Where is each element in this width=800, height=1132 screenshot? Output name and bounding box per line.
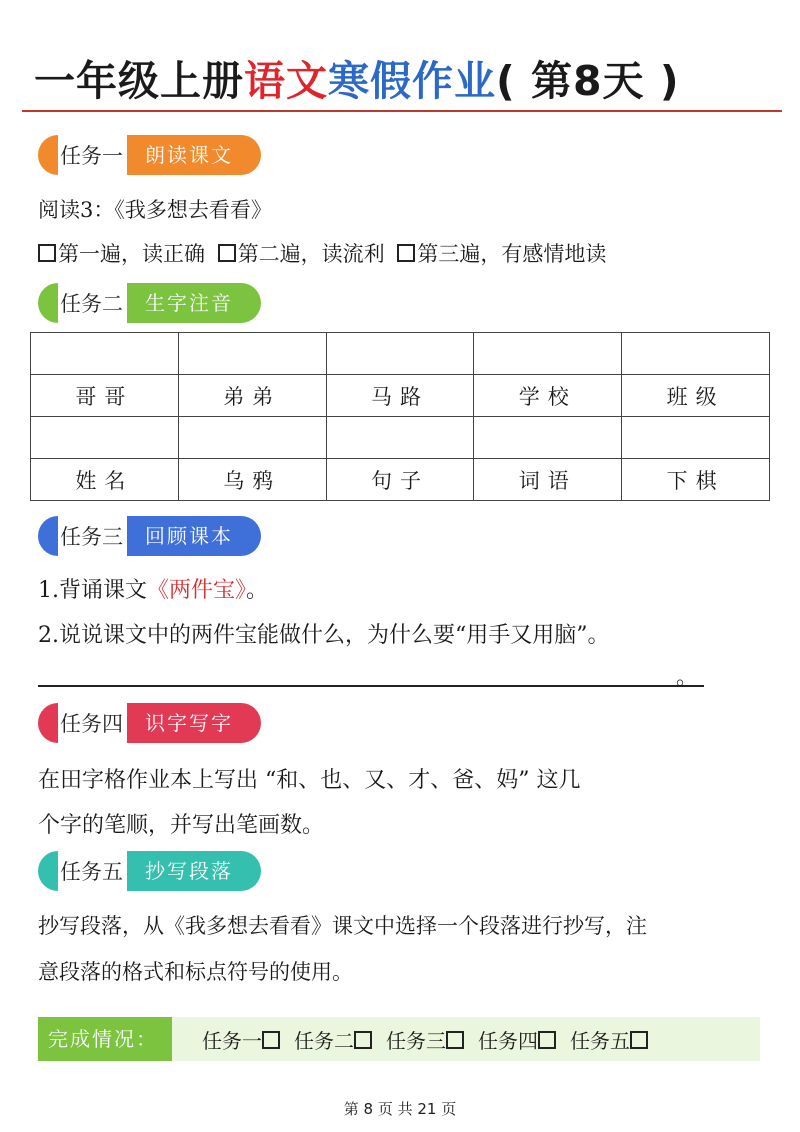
pinyin-blank[interactable] [326, 333, 474, 375]
word-cell: 句子 [326, 459, 474, 501]
completion-items [202, 1025, 662, 1054]
completion-status-bar [38, 1017, 760, 1061]
task3-item1-title: 《两件宝》 [147, 578, 247, 603]
word-cell: 弟弟 [178, 375, 326, 417]
checkbox-icon[interactable] [218, 244, 236, 262]
task1-check3: 第三遍，有感情地读 [417, 242, 607, 266]
title-subject: 语文 [244, 57, 328, 105]
pinyin-blank[interactable] [474, 333, 622, 375]
checkbox-icon[interactable] [630, 1031, 648, 1049]
pinyin-blank[interactable] [31, 417, 179, 459]
task5-line2: 意段落的格式和标点符号的使用。 [38, 960, 353, 984]
page-number: 第 8 页 共 21 页 [343, 1100, 457, 1118]
task3-item1-suffix: 。 [246, 578, 269, 603]
task3-item1-prefix: 1.背诵课文 [38, 578, 147, 603]
checkbox-icon[interactable] [397, 244, 415, 262]
pinyin-blank[interactable] [622, 417, 770, 459]
task1-reading: 阅读3：《我多想去看看》 [38, 198, 272, 222]
task4-name: 任务四 [60, 712, 123, 736]
task3-item2: 2.说说课文中的两件宝能做什么，为什么要“用手又用脑”。 [38, 623, 610, 648]
checkbox-icon[interactable] [354, 1031, 372, 1049]
pinyin-blank[interactable] [178, 417, 326, 459]
word-cell: 下棋 [622, 459, 770, 501]
task2-badge: 生字注音 [127, 283, 261, 323]
task1-marker [38, 135, 58, 175]
word-cell: 词语 [474, 459, 622, 501]
task2-marker [38, 283, 58, 323]
pinyin-blank[interactable] [622, 333, 770, 375]
checkbox-icon[interactable] [38, 244, 56, 262]
task5-line1: 抄写段落，从《我多想去看看》课文中选择一个段落进行抄写，注 [38, 914, 647, 938]
completion-item: 任务二 [294, 1025, 374, 1054]
task1-badge: 朗读课文 [127, 135, 261, 175]
answer-end-mark: 。 [676, 665, 699, 690]
pinyin-blank[interactable] [474, 417, 622, 459]
task3-header [38, 516, 261, 556]
task4-line1: 在田字格作业本上写出 “和、也、又、才、爸、妈” 这几 [38, 768, 581, 793]
task3-name: 任务三 [60, 525, 123, 549]
word-row [31, 459, 770, 501]
word-cell: 班级 [622, 375, 770, 417]
title-grade: 一年级上册 [34, 57, 244, 105]
task1-check1: 第一遍，读正确 [58, 242, 205, 266]
task4-marker [38, 703, 58, 743]
task3-badge: 回顾课本 [127, 516, 261, 556]
answer-line[interactable] [38, 685, 704, 687]
completion-item: 任务四 [478, 1025, 558, 1054]
task4-line2: 个字的笔顺，并写出笔画数。 [38, 813, 325, 838]
page-title [34, 48, 680, 107]
task4-header [38, 703, 261, 743]
word-cell: 姓名 [31, 459, 179, 501]
title-homework: 寒假作业 [328, 57, 496, 105]
completion-item: 任务三 [386, 1025, 466, 1054]
checkbox-icon[interactable] [262, 1031, 280, 1049]
title-day: ( 第8天 ) [496, 57, 680, 105]
task1-name: 任务一 [60, 144, 123, 168]
task1-header [38, 135, 261, 175]
title-divider [22, 110, 782, 112]
task2-header [38, 283, 261, 323]
task3-item1 [38, 573, 268, 604]
word-cell: 学校 [474, 375, 622, 417]
checkbox-icon[interactable] [538, 1031, 556, 1049]
task3-marker [38, 516, 58, 556]
task2-name: 任务二 [60, 292, 123, 316]
task1-checklist [38, 238, 606, 268]
task5-header [38, 851, 261, 891]
task5-name: 任务五 [60, 860, 123, 884]
pinyin-blank[interactable] [326, 417, 474, 459]
pinyin-table [30, 332, 770, 501]
pinyin-blank[interactable] [178, 333, 326, 375]
word-cell: 马路 [326, 375, 474, 417]
word-cell: 乌鸦 [178, 459, 326, 501]
checkbox-icon[interactable] [446, 1031, 464, 1049]
pinyin-answer-row [31, 417, 770, 459]
completion-item: 任务一 [202, 1025, 282, 1054]
completion-label: 完成情况： [38, 1017, 172, 1061]
task5-badge: 抄写段落 [127, 851, 261, 891]
pinyin-blank[interactable] [31, 333, 179, 375]
pinyin-answer-row [31, 333, 770, 375]
word-row [31, 375, 770, 417]
task1-check2: 第二遍，读流利 [237, 242, 385, 266]
task4-badge: 识字写字 [127, 703, 261, 743]
word-cell: 哥哥 [31, 375, 179, 417]
task5-marker [38, 851, 58, 891]
completion-item: 任务五 [570, 1025, 650, 1054]
